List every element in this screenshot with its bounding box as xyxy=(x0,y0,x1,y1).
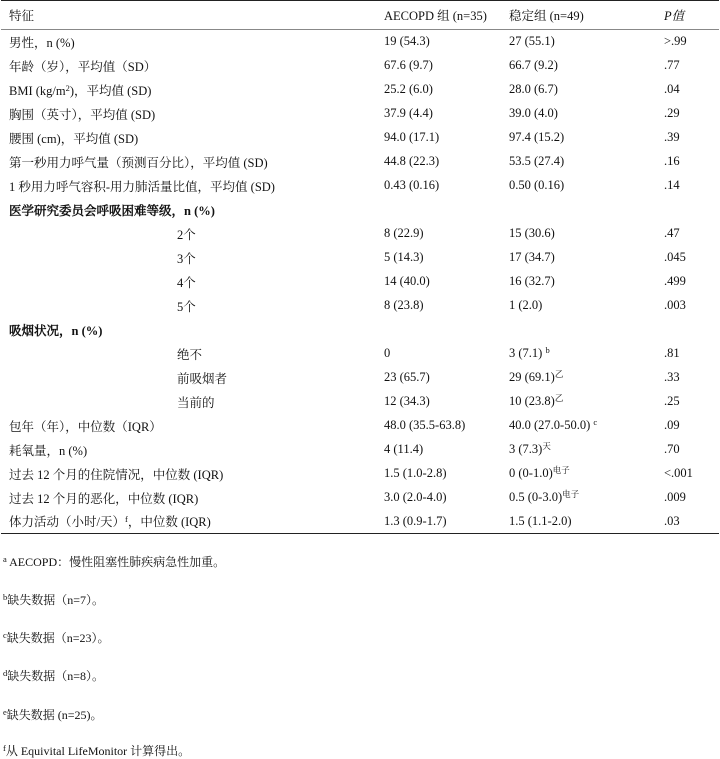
cell-aecopd: 37.9 (4.4) xyxy=(384,106,433,120)
cell-stable: 40.0 (27.0-50.0) $^c$ xyxy=(509,417,598,432)
row-label: 第一秒用力呼气量（预测百分比），平均值 (SD) xyxy=(9,155,268,170)
cell-p: .70 xyxy=(664,442,680,456)
cell-stable: 53.5 (27.4) xyxy=(509,154,565,168)
table-row xyxy=(1,150,719,174)
row-label: 腰围 (cm)，平均值 (SD) xyxy=(9,131,139,146)
table-row xyxy=(1,414,719,438)
cell-aecopd: 44.8 (22.3) xyxy=(384,154,440,168)
cell-aecopd: 0.43 (0.16) xyxy=(384,178,440,192)
footnote: $^c$缺失数据（n=23）。 xyxy=(3,630,110,645)
cell-stable: 97.4 (15.2) xyxy=(509,130,565,144)
row-label: 年龄（岁），平均值（SD） xyxy=(9,59,157,74)
cell-aecopd: 8 (22.9) xyxy=(384,226,424,240)
table-row xyxy=(1,390,719,414)
cell-aecopd: 25.2 (6.0) xyxy=(384,82,433,96)
row-label: BMI $(kg/m^2)$，平均值 (SD) xyxy=(9,82,152,98)
cell-p: .009 xyxy=(664,490,686,504)
header-feature: 特征 xyxy=(9,9,35,23)
table-row xyxy=(1,174,719,198)
row-label: 前吸烟者 xyxy=(177,371,228,386)
header-stable: 稳定组 (n=49) xyxy=(509,9,584,23)
cell-stable: 1.5 (1.1-2.0) xyxy=(509,513,572,528)
footnote-mark: 乙 xyxy=(554,393,564,403)
cell-stable: 3 $(7.3)^天$ xyxy=(509,441,551,456)
row-label: 过去 12 个月的住院情况，中位数 (IQR) xyxy=(9,467,224,482)
cell-p: .29 xyxy=(664,106,680,120)
cell-aecopd: 94.0 (17.1) xyxy=(384,130,440,144)
cell-p: .16 xyxy=(664,154,680,168)
cell-p: .003 xyxy=(664,298,686,312)
row-label: 过去 12 个月的恶化，中位数 (IQR) xyxy=(9,491,199,506)
cell-aecopd: 3.0 (2.0-4.0) xyxy=(384,490,447,504)
cell-stable: 28.0 (6.7) xyxy=(509,82,558,96)
cell-p: .33 xyxy=(664,370,680,384)
table-row xyxy=(1,78,719,102)
row-label: 绝不 xyxy=(177,347,203,362)
cell-stable: 27 (55.1) xyxy=(509,34,555,49)
footnote-mark: 天 xyxy=(542,441,551,451)
cell-aecopd: 23 (65.7) xyxy=(384,370,430,384)
header-p-value: P值 xyxy=(664,9,685,23)
cell-aecopd: 4 (11.4) xyxy=(384,442,424,456)
cell-aecopd: 48.0 (35.5-63.8) xyxy=(384,418,466,432)
row-label: 胸围（英寸），平均值 (SD) xyxy=(9,107,156,122)
cell-p: .499 xyxy=(664,274,686,288)
footnote: $^d$缺失数据（n=8）。 xyxy=(3,668,105,683)
section-row xyxy=(1,318,719,342)
cell-stable: 17 (34.7) xyxy=(509,250,555,264)
cell-stable: 66.7 (9.2) xyxy=(509,58,558,72)
cell-stable: 16 (32.7) xyxy=(509,274,555,288)
cell-p: .14 xyxy=(664,178,680,192)
cell-aecopd: 1.5 (1.0-2.8) xyxy=(384,466,447,480)
footnote-mark: b xyxy=(545,345,550,355)
cell-stable: 0.5 $(0-3.0)^{电子}$ xyxy=(509,489,580,504)
table-row xyxy=(1,462,719,486)
footnote-mark: c xyxy=(593,417,598,427)
cell-p: .77 xyxy=(664,58,680,72)
table-row xyxy=(1,342,719,366)
table-row xyxy=(1,294,719,318)
table-row xyxy=(1,486,719,510)
table-row xyxy=(1,270,719,294)
footnote-mark: 乙 xyxy=(554,369,564,379)
table-row xyxy=(1,102,719,126)
cell-p: .81 xyxy=(664,346,680,360)
cell-aecopd: 12 (34.3) xyxy=(384,394,430,408)
table-row xyxy=(1,222,719,246)
header-aecopd: AECOPD 组 (n=35) xyxy=(384,9,487,23)
cell-p: .39 xyxy=(664,130,680,144)
row-label: 体力活动（小时/天）$^f$，中位数 (IQR) xyxy=(9,514,211,530)
row-label: 5个 xyxy=(177,299,196,314)
cell-aecopd: 19 (54.3) xyxy=(384,34,430,49)
section-label: 医学研究委员会呼吸困难等级，n (%) xyxy=(9,203,215,218)
table-row xyxy=(1,246,719,270)
cell-stable: 39.0 (4.0) xyxy=(509,106,558,120)
section-row xyxy=(1,198,719,222)
footnote: $^f$从 Equivital LifeMonitor 计算得出。 xyxy=(3,743,191,758)
footnote: $^b$缺失数据（n=7）。 xyxy=(3,592,105,607)
footnote-mark: 电子 xyxy=(562,489,580,499)
cell-aecopd: 14 (40.0) xyxy=(384,274,430,288)
cell-aecopd: 67.6 (9.7) xyxy=(384,58,433,72)
cell-p: >.99 xyxy=(664,34,687,49)
row-label: 包年（年），中位数（IQR） xyxy=(9,419,162,434)
cell-p: .03 xyxy=(664,513,680,528)
cell-p: .47 xyxy=(664,226,680,240)
footnote: $^e$缺失数据 (n=25)。 xyxy=(3,707,103,722)
cell-stable: 15 (30.6) xyxy=(509,226,555,240)
row-label: 男性，n (%) xyxy=(9,35,75,50)
cell-stable: 0 $(0-1.0)^{电子}$ xyxy=(509,465,570,480)
cell-p: <.001 xyxy=(664,466,693,480)
table-row xyxy=(1,366,719,390)
row-label: 当前的 xyxy=(177,395,215,410)
table-row xyxy=(1,510,719,534)
cell-p: .04 xyxy=(664,82,680,96)
row-label: 2个 xyxy=(177,227,196,242)
cell-aecopd: 0 xyxy=(384,346,391,360)
cell-stable: 3 (7.1) $^b$ xyxy=(509,345,550,360)
cell-p: .09 xyxy=(664,418,680,432)
row-label: 耗氧量，n (%) xyxy=(9,443,88,458)
cell-stable: 1 (2.0) xyxy=(509,298,543,312)
data-table xyxy=(1,0,719,534)
table-row xyxy=(1,438,719,462)
row-label: 3个 xyxy=(177,251,196,266)
footnote: $^a$ AECOPD：慢性阻塞性肺疾病急性加重。 xyxy=(3,554,226,569)
table-row xyxy=(1,30,719,54)
cell-stable: 29 $(69.1)^乙$ xyxy=(509,369,564,384)
cell-stable: 10 $(23.8)^乙$ xyxy=(509,393,564,408)
table-row xyxy=(1,54,719,78)
table-row xyxy=(1,126,719,150)
cell-p: .045 xyxy=(664,250,686,264)
footnote-mark: 电子 xyxy=(552,465,570,475)
cell-aecopd: 8 (23.8) xyxy=(384,298,424,312)
section-label: 吸烟状况，n (%) xyxy=(9,323,103,338)
cell-stable: 0.50 (0.16) xyxy=(509,178,565,192)
cell-aecopd: 5 (14.3) xyxy=(384,250,424,264)
cell-p: .25 xyxy=(664,394,680,408)
row-label: 1 秒用力呼气容积-用力肺活量比值，平均值 (SD) xyxy=(9,179,275,194)
row-label: 4个 xyxy=(177,275,196,290)
header-row xyxy=(1,1,719,30)
cell-aecopd: 1.3 (0.9-1.7) xyxy=(384,513,447,528)
